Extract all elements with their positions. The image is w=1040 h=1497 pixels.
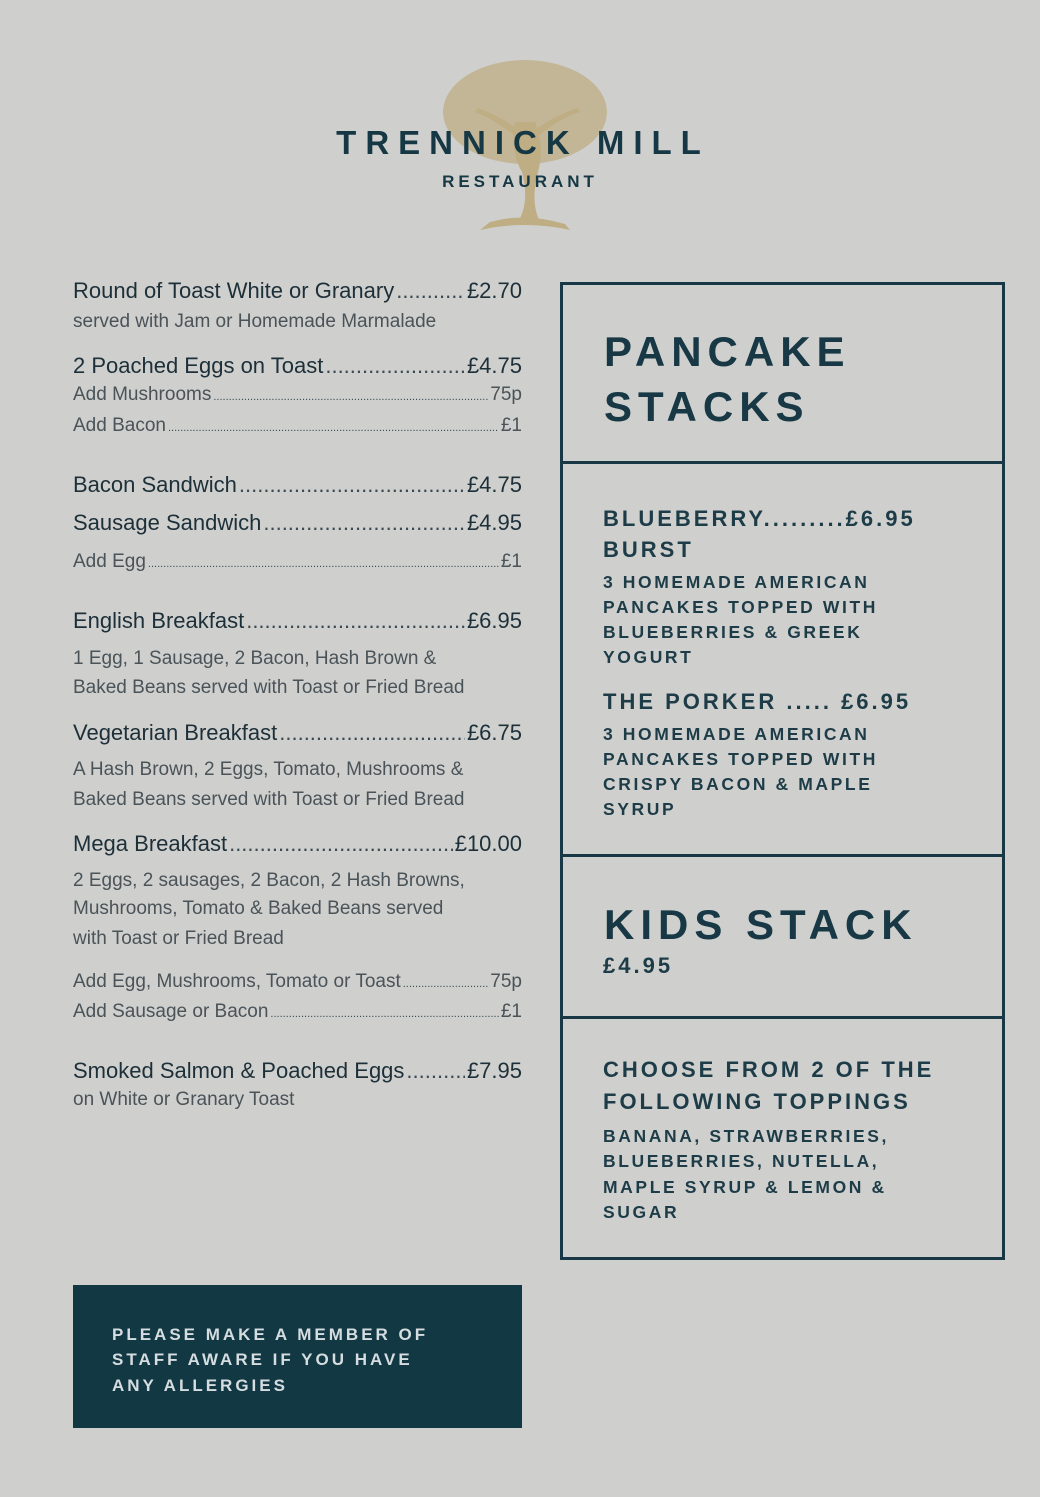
menu-item: [73, 510, 522, 536]
toppings-list: BANANA, STRAWBERRIES,: [603, 1126, 889, 1146]
item-price: £7.95: [466, 1058, 522, 1083]
addon-price: £1: [500, 415, 522, 436]
menu-item: [73, 353, 522, 379]
divider: [560, 1016, 1005, 1019]
menu-item: [73, 831, 522, 857]
menu-item: [73, 608, 522, 634]
pancake-item-name: [603, 689, 911, 715]
item-price: £2.70: [466, 278, 522, 303]
item-description: with Toast or Fried Bread: [73, 928, 284, 949]
addon-name: Add Mushrooms: [73, 384, 212, 405]
addon-item: [73, 551, 522, 573]
pancake-item-name: [603, 506, 916, 532]
allergy-notice: [73, 1285, 522, 1428]
allergy-text: STAFF AWARE IF YOU HAVE: [112, 1350, 413, 1369]
item-description: A Hash Brown, 2 Eggs, Tomato, Mushrooms &: [73, 759, 464, 780]
addon-item: [73, 384, 522, 406]
kids-stack-price: £4.95: [603, 953, 674, 978]
item-name: English Breakfast: [73, 608, 245, 633]
dot-leader: [148, 551, 499, 573]
item-name: Smoked Salmon & Poached Eggs: [73, 1058, 405, 1083]
addon-item: [73, 1001, 522, 1023]
item-description: on White or Granary Toast: [73, 1089, 295, 1110]
addon-price: £1: [500, 1001, 522, 1022]
item-description: PANCAKES TOPPED WITH: [603, 597, 878, 617]
restaurant-subtitle: RESTAURANT: [442, 172, 598, 191]
addon-name: Add Sausage or Bacon: [73, 1001, 269, 1022]
dot-leader: [279, 720, 465, 746]
item-description: BLUEBERRIES & GREEK: [603, 622, 863, 642]
dot-leader: [263, 510, 465, 536]
item-price: £6.95: [466, 608, 522, 633]
item-price: £10.00: [454, 831, 522, 856]
pancake-item-name-cont: BURST: [603, 537, 694, 562]
restaurant-name: TRENNICK MILL: [336, 124, 710, 161]
menu-item: [73, 1058, 522, 1084]
toppings-list: SUGAR: [603, 1202, 680, 1222]
menu-item: [73, 472, 522, 498]
dot-leader: [270, 1001, 498, 1023]
item-description: served with Jam or Homemade Marmalade: [73, 311, 437, 332]
pancake-title: PANCAKE: [604, 328, 851, 375]
divider: [560, 461, 1005, 464]
item-description: 1 Egg, 1 Sausage, 2 Bacon, Hash Brown &: [73, 648, 437, 669]
item-name: BLUEBERRY: [603, 506, 764, 531]
pancake-title: STACKS: [604, 383, 810, 430]
item-description: 2 Eggs, 2 sausages, 2 Bacon, 2 Hash Browns,: [73, 870, 465, 891]
item-description: YOGURT: [603, 647, 694, 667]
item-description: Baked Beans served with Toast or Fried Bread: [73, 789, 465, 810]
item-description: CRISPY BACON & MAPLE: [603, 774, 873, 794]
item-description: Baked Beans served with Toast or Fried Bread: [73, 677, 465, 698]
addon-name: Add Egg, Mushrooms, Tomato or Toast: [73, 971, 401, 992]
item-price: £4.95: [466, 510, 522, 535]
kids-stack-title: KIDS STACK: [604, 901, 918, 948]
item-description: 3 HOMEMADE AMERICAN: [603, 572, 870, 592]
allergy-text: ANY ALLERGIES: [112, 1376, 288, 1395]
addon-item: [73, 971, 522, 993]
addon-item: [73, 415, 522, 437]
item-name: Mega Breakfast: [73, 831, 228, 856]
item-price: £4.75: [466, 353, 522, 378]
item-name: Sausage Sandwich: [73, 510, 262, 535]
addon-price: 75p: [490, 971, 522, 992]
dot-leader: [168, 415, 499, 437]
dot-leader: [325, 353, 465, 379]
dot-leader: [406, 1058, 465, 1084]
item-description: SYRUP: [603, 799, 677, 819]
toppings-list: BLUEBERRIES, NUTELLA,: [603, 1151, 880, 1171]
addon-name: Add Bacon: [73, 415, 166, 436]
item-price: £6.75: [466, 720, 522, 745]
item-description: 3 HOMEMADE AMERICAN: [603, 724, 870, 744]
allergy-text: PLEASE MAKE A MEMBER OF: [112, 1325, 429, 1344]
dot-leader: [396, 278, 465, 304]
dot-leader: .........: [763, 506, 846, 531]
item-price: £4.75: [466, 472, 522, 497]
toppings-heading: FOLLOWING TOPPINGS: [603, 1089, 911, 1114]
menu-item: [73, 720, 522, 746]
dot-leader: [246, 608, 465, 634]
divider: [560, 854, 1005, 857]
dot-leader: [213, 384, 488, 406]
addon-name: Add Egg: [73, 551, 146, 572]
item-name: 2 Poached Eggs on Toast: [73, 353, 324, 378]
addon-price: 75p: [490, 384, 522, 405]
menu-item: [73, 278, 522, 304]
item-name: Bacon Sandwich: [73, 472, 237, 497]
item-description: Mushrooms, Tomato & Baked Beans served: [73, 898, 444, 919]
toppings-list: MAPLE SYRUP & LEMON &: [603, 1177, 887, 1197]
dot-leader: [229, 831, 453, 857]
dot-leader: [403, 971, 489, 993]
dot-leader: .....: [786, 689, 832, 714]
item-price: £6.95: [841, 689, 912, 714]
item-name: Vegetarian Breakfast: [73, 720, 278, 745]
item-price: £6.95: [845, 506, 916, 531]
item-name: Round of Toast White or Granary: [73, 278, 395, 303]
toppings-heading: CHOOSE FROM 2 OF THE: [603, 1057, 935, 1082]
item-name: THE PORKER: [603, 689, 778, 714]
item-description: PANCAKES TOPPED WITH: [603, 749, 878, 769]
addon-price: £1: [500, 551, 522, 572]
dot-leader: [239, 472, 465, 498]
